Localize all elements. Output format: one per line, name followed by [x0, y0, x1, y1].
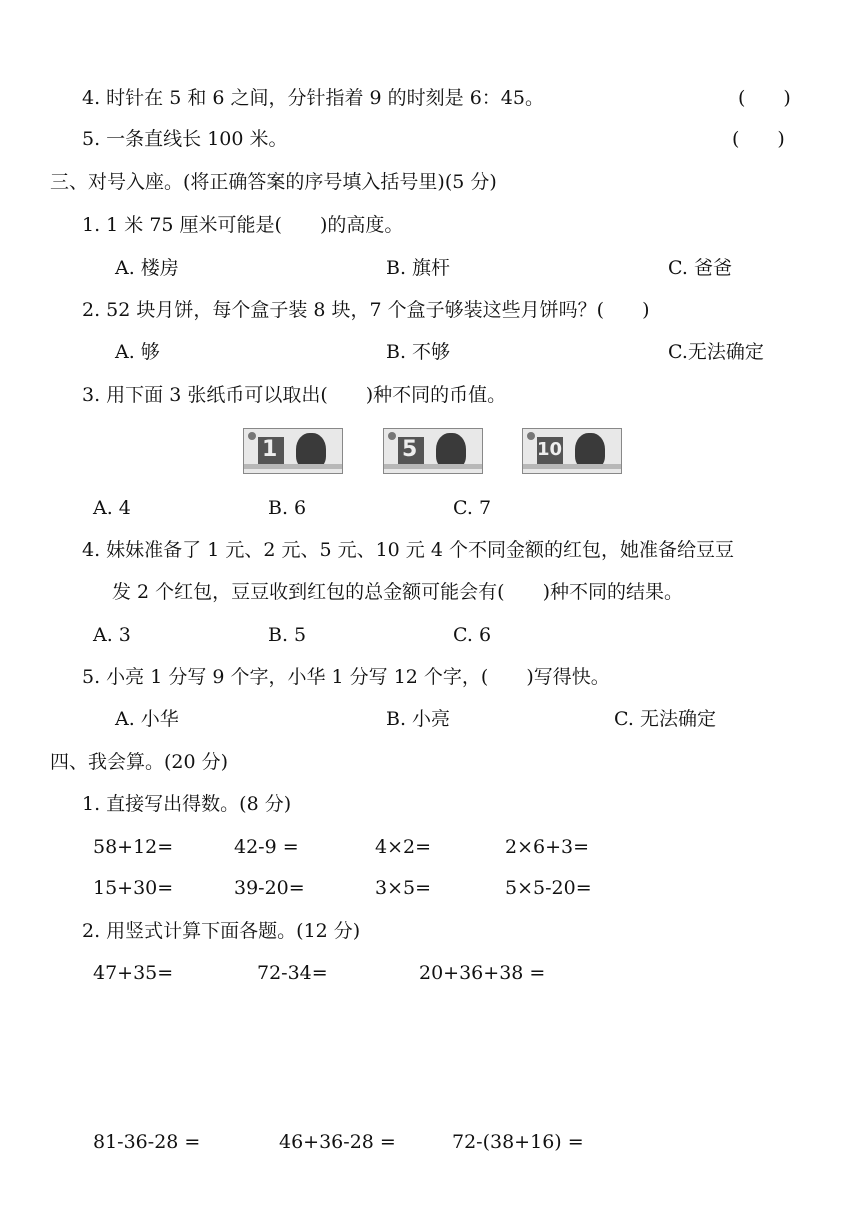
q3-option-c[interactable]: C. 7: [453, 497, 492, 519]
q1-option-b[interactable]: B. 旗杆: [386, 257, 451, 279]
vertical-calc-item[interactable]: 72-(38+16) =: [452, 1131, 584, 1153]
banknote-1-yuan: [243, 428, 343, 474]
banknote-5-yuan: [383, 428, 483, 474]
vertical-calc-item[interactable]: 46+36-28 =: [279, 1131, 396, 1153]
q5-option-c[interactable]: C. 无法确定: [614, 708, 716, 730]
q4-option-a[interactable]: A. 3: [93, 624, 131, 646]
q4-text-line2: 发 2 个红包，豆豆收到红包的总金额可能会有( )种不同的结果。: [112, 581, 683, 603]
note-band: [523, 464, 621, 469]
note-band: [384, 464, 482, 469]
q4-text-line1: 4. 妹妹准备了 1 元、2 元、5 元、10 元 4 个不同金额的红包，她准备给豆豆: [82, 539, 734, 561]
section4-title: 四、我会算。(20 分): [50, 751, 229, 773]
q1-option-c[interactable]: C. 爸爸: [668, 257, 732, 279]
calc-item[interactable]: 39-20=: [234, 877, 305, 899]
banknote-10-yuan: [522, 428, 622, 474]
part2-title: 2. 用竖式计算下面各题。(12 分): [82, 920, 361, 942]
q1-option-a[interactable]: A. 楼房: [115, 257, 179, 279]
calc-item[interactable]: 3×5=: [375, 877, 432, 899]
note-denomination: 5: [402, 437, 418, 462]
q3-option-a[interactable]: A. 4: [93, 497, 131, 519]
calc-item[interactable]: 4×2=: [375, 836, 432, 858]
q5-option-a[interactable]: A. 小华: [115, 708, 179, 730]
calc-item[interactable]: 15+30=: [93, 877, 174, 899]
note-denomination: 1: [262, 437, 278, 462]
q3-option-b[interactable]: B. 6: [268, 497, 307, 519]
answer-paren-4[interactable]: ( ): [738, 87, 791, 109]
section3-title: 三、对号入座。(将正确答案的序号填入括号里)(5 分): [50, 171, 497, 193]
calc-item[interactable]: 2×6+3=: [505, 836, 590, 858]
q5-text: 5. 小亮 1 分写 9 个字，小华 1 分写 12 个字，( )写得快。: [82, 666, 610, 688]
note-denomination: 10: [537, 439, 563, 460]
vertical-calc-item[interactable]: 20+36+38 =: [419, 962, 546, 984]
q4-option-c[interactable]: C. 6: [453, 624, 492, 646]
q5-option-b[interactable]: B. 小亮: [386, 708, 451, 730]
calc-item[interactable]: 58+12=: [93, 836, 174, 858]
judge-item-4: 4. 时针在 5 和 6 之间，分针指着 9 的时刻是 6：45。: [82, 87, 544, 109]
q3-text: 3. 用下面 3 张纸币可以取出( )种不同的币值。: [82, 384, 507, 406]
note-band: [244, 464, 342, 469]
part1-title: 1. 直接写出得数。(8 分): [82, 793, 292, 815]
q2-option-a[interactable]: A. 够: [115, 341, 160, 363]
calc-item[interactable]: 42-9 =: [234, 836, 299, 858]
q4-option-b[interactable]: B. 5: [268, 624, 307, 646]
note-corner-icon: [527, 432, 535, 440]
vertical-calc-item[interactable]: 72-34=: [257, 962, 328, 984]
vertical-calc-item[interactable]: 47+35=: [93, 962, 174, 984]
q2-option-b[interactable]: B. 不够: [386, 341, 451, 363]
q2-option-c[interactable]: C.无法确定: [668, 341, 764, 363]
vertical-calc-item[interactable]: 81-36-28 =: [93, 1131, 201, 1153]
answer-paren-5[interactable]: ( ): [732, 128, 785, 150]
note-corner-icon: [388, 432, 396, 440]
q1-text: 1. 1 米 75 厘米可能是( )的高度。: [82, 214, 404, 236]
note-corner-icon: [248, 432, 256, 440]
q2-text: 2. 52 块月饼，每个盒子装 8 块，7 个盒子够装这些月饼吗？( ): [82, 299, 650, 321]
calc-item[interactable]: 5×5-20=: [505, 877, 592, 899]
judge-item-5: 5. 一条直线长 100 米。: [82, 128, 288, 150]
